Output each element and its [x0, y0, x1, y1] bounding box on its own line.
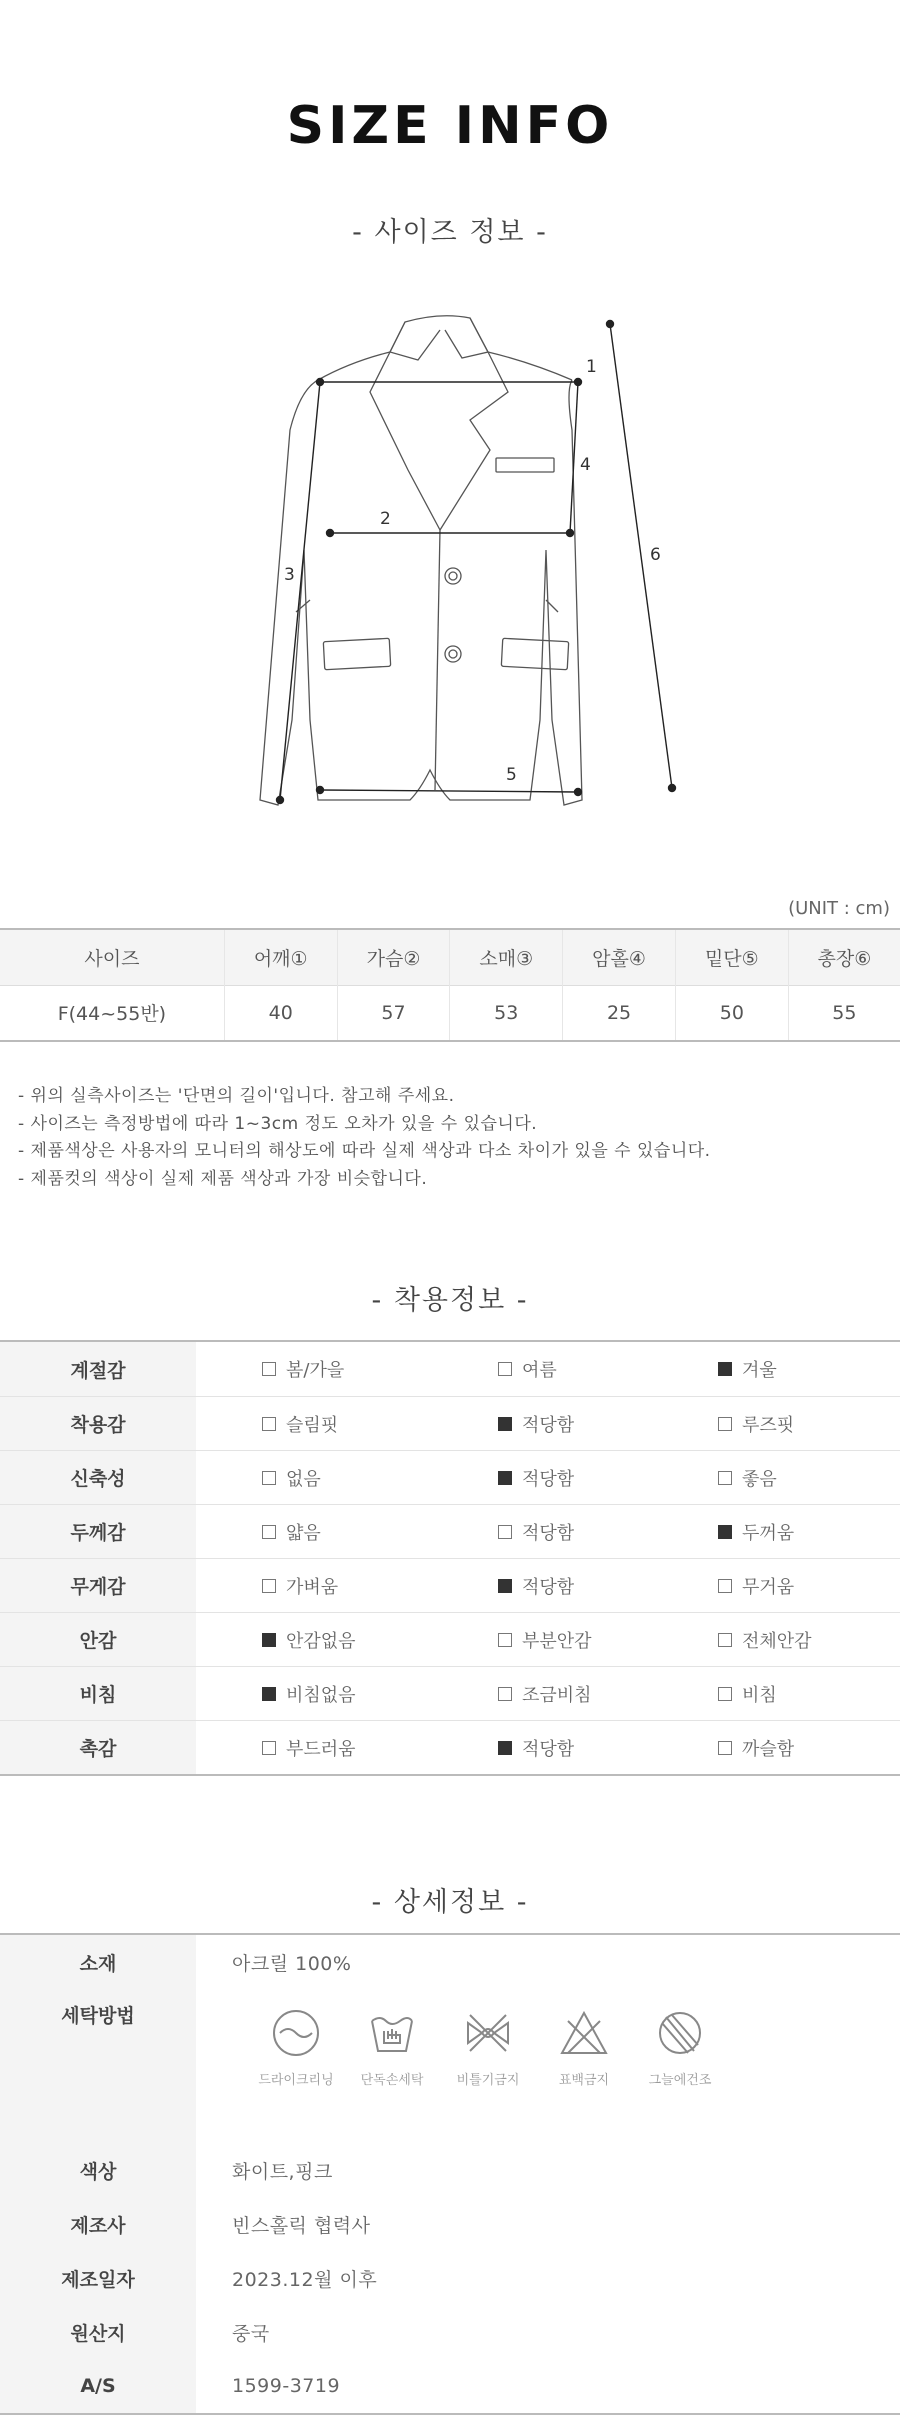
fit-row	[0, 1396, 900, 1450]
fit-option-label: 슬림핏	[286, 1414, 339, 1436]
size-notes	[18, 1083, 711, 1193]
date-row	[0, 2251, 900, 2305]
size-table	[0, 928, 900, 1042]
unchecked-box-icon	[718, 1687, 732, 1701]
unchecked-box-icon	[262, 1525, 276, 1539]
fit-option-label: 적당함	[522, 1576, 575, 1598]
fit-option	[498, 1573, 574, 1599]
fit-row-label: 비침	[0, 1667, 196, 1720]
fit-option	[718, 1573, 794, 1599]
fit-row-label: 착용감	[0, 1397, 196, 1450]
no-bleach-icon: 표백금지	[536, 2007, 632, 2088]
unchecked-box-icon	[498, 1687, 512, 1701]
length-col-header: 총장⑥	[788, 929, 900, 985]
unchecked-box-icon	[718, 1741, 732, 1755]
diagram-label-3: 3	[284, 565, 295, 585]
unchecked-box-icon	[498, 1362, 512, 1376]
checked-box-icon	[498, 1417, 512, 1431]
fit-row-label: 안감	[0, 1613, 196, 1666]
wash-row	[0, 1989, 900, 2143]
fit-option-label: 부분안감	[522, 1630, 592, 1652]
fit-option	[718, 1519, 794, 1545]
fit-option-label: 적당함	[522, 1738, 575, 1760]
checked-box-icon	[718, 1362, 732, 1376]
note-line: - 사이즈는 측정방법에 따라 1~3cm 정도 오차가 있을 수 있습니다.	[18, 1113, 538, 1134]
diagram-label-6: 6	[650, 545, 661, 565]
fit-option	[718, 1735, 794, 1761]
origin-value: 중국	[232, 2322, 270, 2345]
fit-option-label: 여름	[522, 1360, 557, 1381]
unchecked-box-icon	[262, 1362, 276, 1376]
fit-option	[718, 1681, 777, 1707]
unchecked-box-icon	[718, 1471, 732, 1485]
fit-option-label: 부드러움	[286, 1738, 356, 1760]
fit-row	[0, 1720, 900, 1774]
unchecked-box-icon	[718, 1579, 732, 1593]
fit-row-label: 계절감	[0, 1342, 196, 1396]
hem-cell: 50	[675, 985, 788, 1041]
fit-option	[262, 1465, 321, 1491]
fit-option-label: 까슬함	[742, 1738, 795, 1760]
color-row	[0, 2143, 900, 2197]
fit-option-label: 전체안감	[742, 1630, 812, 1652]
diagram-label-4: 4	[580, 455, 591, 475]
origin-row	[0, 2305, 900, 2359]
unchecked-box-icon	[718, 1633, 732, 1647]
checked-box-icon	[498, 1471, 512, 1485]
fit-row	[0, 1666, 900, 1720]
checked-box-icon	[498, 1741, 512, 1755]
dry-clean-icon: 드라이크리닝	[248, 2007, 344, 2088]
wash-icons	[196, 1989, 728, 2088]
fit-option-label: 봄/가을	[286, 1360, 345, 1381]
fit-option-label: 적당함	[522, 1522, 575, 1544]
fit-option	[262, 1411, 338, 1437]
jacket-size-diagram	[240, 300, 700, 820]
maker-value: 빈스홀릭 협력사	[232, 2214, 371, 2237]
fit-option-label: 없음	[286, 1468, 321, 1490]
as-row	[0, 2359, 900, 2413]
checked-box-icon	[262, 1633, 276, 1647]
chest-cell: 57	[337, 985, 450, 1041]
table-row	[0, 985, 900, 1041]
color-value: 화이트,핑크	[232, 2160, 333, 2183]
detail-info-table	[0, 1933, 900, 2415]
fit-option-label: 조금비침	[522, 1684, 592, 1706]
armhole-cell: 25	[563, 985, 676, 1041]
fit-option	[262, 1573, 338, 1599]
origin-label: 원산지	[0, 2305, 196, 2359]
fit-option-label: 가벼움	[286, 1576, 339, 1598]
note-line: - 위의 실측사이즈는 '단면의 길이'입니다. 참고해 주세요.	[18, 1086, 455, 1106]
fit-option	[498, 1465, 574, 1491]
fit-option	[262, 1735, 356, 1761]
fit-row	[0, 1504, 900, 1558]
date-value: 2023.12월 이후	[232, 2268, 378, 2291]
fit-option-label: 루즈핏	[742, 1414, 795, 1436]
hem-col-header: 밑단⑤	[675, 929, 788, 985]
fit-option-label: 좋음	[742, 1468, 777, 1490]
unchecked-box-icon	[262, 1741, 276, 1755]
fit-option	[498, 1681, 592, 1707]
diagram-label-2: 2	[380, 509, 391, 529]
fit-row-label: 신축성	[0, 1451, 196, 1504]
unchecked-box-icon	[498, 1525, 512, 1539]
size-cell: F(44~55반)	[57, 1003, 167, 1026]
unchecked-box-icon	[718, 1417, 732, 1431]
shoulder-col-header: 어깨①	[224, 929, 337, 985]
size-info-subtitle: - 사이즈 정보 -	[352, 217, 548, 248]
maker-row	[0, 2197, 900, 2251]
fit-option	[718, 1465, 777, 1491]
fit-option-label: 적당함	[522, 1468, 575, 1490]
diagram-label-1: 1	[586, 357, 597, 377]
note-line: - 제품색상은 사용자의 모니터의 해상도에 따라 실제 색상과 다소 차이가 있을 수 있습니다.	[18, 1141, 711, 1161]
as-label: A/S	[0, 2359, 196, 2413]
shade-dry-icon: 그늘에건조	[632, 2007, 728, 2088]
unchecked-box-icon	[262, 1579, 276, 1593]
fit-row-label: 촉감	[0, 1721, 196, 1774]
fit-option	[498, 1411, 574, 1437]
no-wring-icon: 비틀기금지	[440, 2007, 536, 2088]
armhole-col-header: 암홀④	[563, 929, 676, 985]
detail-info-title: - 상세정보 -	[371, 1887, 529, 1918]
fit-row	[0, 1558, 900, 1612]
fit-option-label: 무거움	[742, 1576, 795, 1598]
page-title: SIZE INFO	[286, 96, 614, 156]
fit-option-label: 겨울	[742, 1360, 777, 1381]
fit-option	[718, 1627, 812, 1653]
checked-box-icon	[262, 1687, 276, 1701]
diagram-label-5: 5	[506, 765, 517, 785]
size-col-header: 사이즈	[84, 947, 140, 970]
fit-option-label: 안감없음	[286, 1630, 356, 1652]
unchecked-box-icon	[262, 1471, 276, 1485]
fit-info-table	[0, 1340, 900, 1776]
fit-row	[0, 1450, 900, 1504]
color-label: 색상	[0, 2143, 196, 2197]
sleeve-col-header: 소매③	[450, 929, 563, 985]
fit-option	[498, 1519, 574, 1545]
size-table-header-row	[0, 929, 900, 985]
checked-box-icon	[498, 1579, 512, 1593]
checked-box-icon	[718, 1525, 732, 1539]
material-label: 소재	[0, 1935, 196, 1989]
fit-row	[0, 1612, 900, 1666]
fit-option	[262, 1681, 356, 1707]
fit-option	[718, 1356, 777, 1382]
as-value: 1599-3719	[232, 2375, 341, 2397]
maker-label: 제조사	[0, 2197, 196, 2251]
fit-option-label: 두꺼움	[742, 1522, 795, 1544]
fit-option	[498, 1735, 574, 1761]
unchecked-box-icon	[498, 1633, 512, 1647]
fit-info-title: - 착용정보 -	[371, 1285, 529, 1316]
fit-option	[498, 1627, 592, 1653]
shoulder-cell: 40	[224, 985, 337, 1041]
material-value: 아크릴 100%	[232, 1952, 352, 1975]
fit-option-label: 비침	[742, 1684, 777, 1706]
fit-row-label: 무게감	[0, 1559, 196, 1612]
fit-option	[262, 1356, 344, 1382]
fit-row-label: 두께감	[0, 1505, 196, 1558]
hand-wash-icon: 단독손세탁	[344, 2007, 440, 2088]
unit-label: (UNIT : cm)	[788, 898, 890, 919]
fit-option	[262, 1519, 321, 1545]
fit-option	[718, 1411, 794, 1437]
fit-option-label: 적당함	[522, 1414, 575, 1436]
date-label: 제조일자	[0, 2251, 196, 2305]
fit-option	[498, 1356, 557, 1382]
unchecked-box-icon	[262, 1417, 276, 1431]
chest-col-header: 가슴②	[337, 929, 450, 985]
material-row	[0, 1935, 900, 1989]
sleeve-cell: 53	[450, 985, 563, 1041]
length-cell: 55	[788, 985, 900, 1041]
wash-label: 세탁방법	[0, 1989, 196, 2143]
note-line: - 제품컷의 색상이 실제 제품 색상과 가장 비슷합니다.	[18, 1168, 428, 1189]
fit-option-label: 얇음	[286, 1522, 321, 1544]
fit-row	[0, 1342, 900, 1396]
fit-option-label: 비침없음	[286, 1684, 356, 1706]
fit-option	[262, 1627, 356, 1653]
